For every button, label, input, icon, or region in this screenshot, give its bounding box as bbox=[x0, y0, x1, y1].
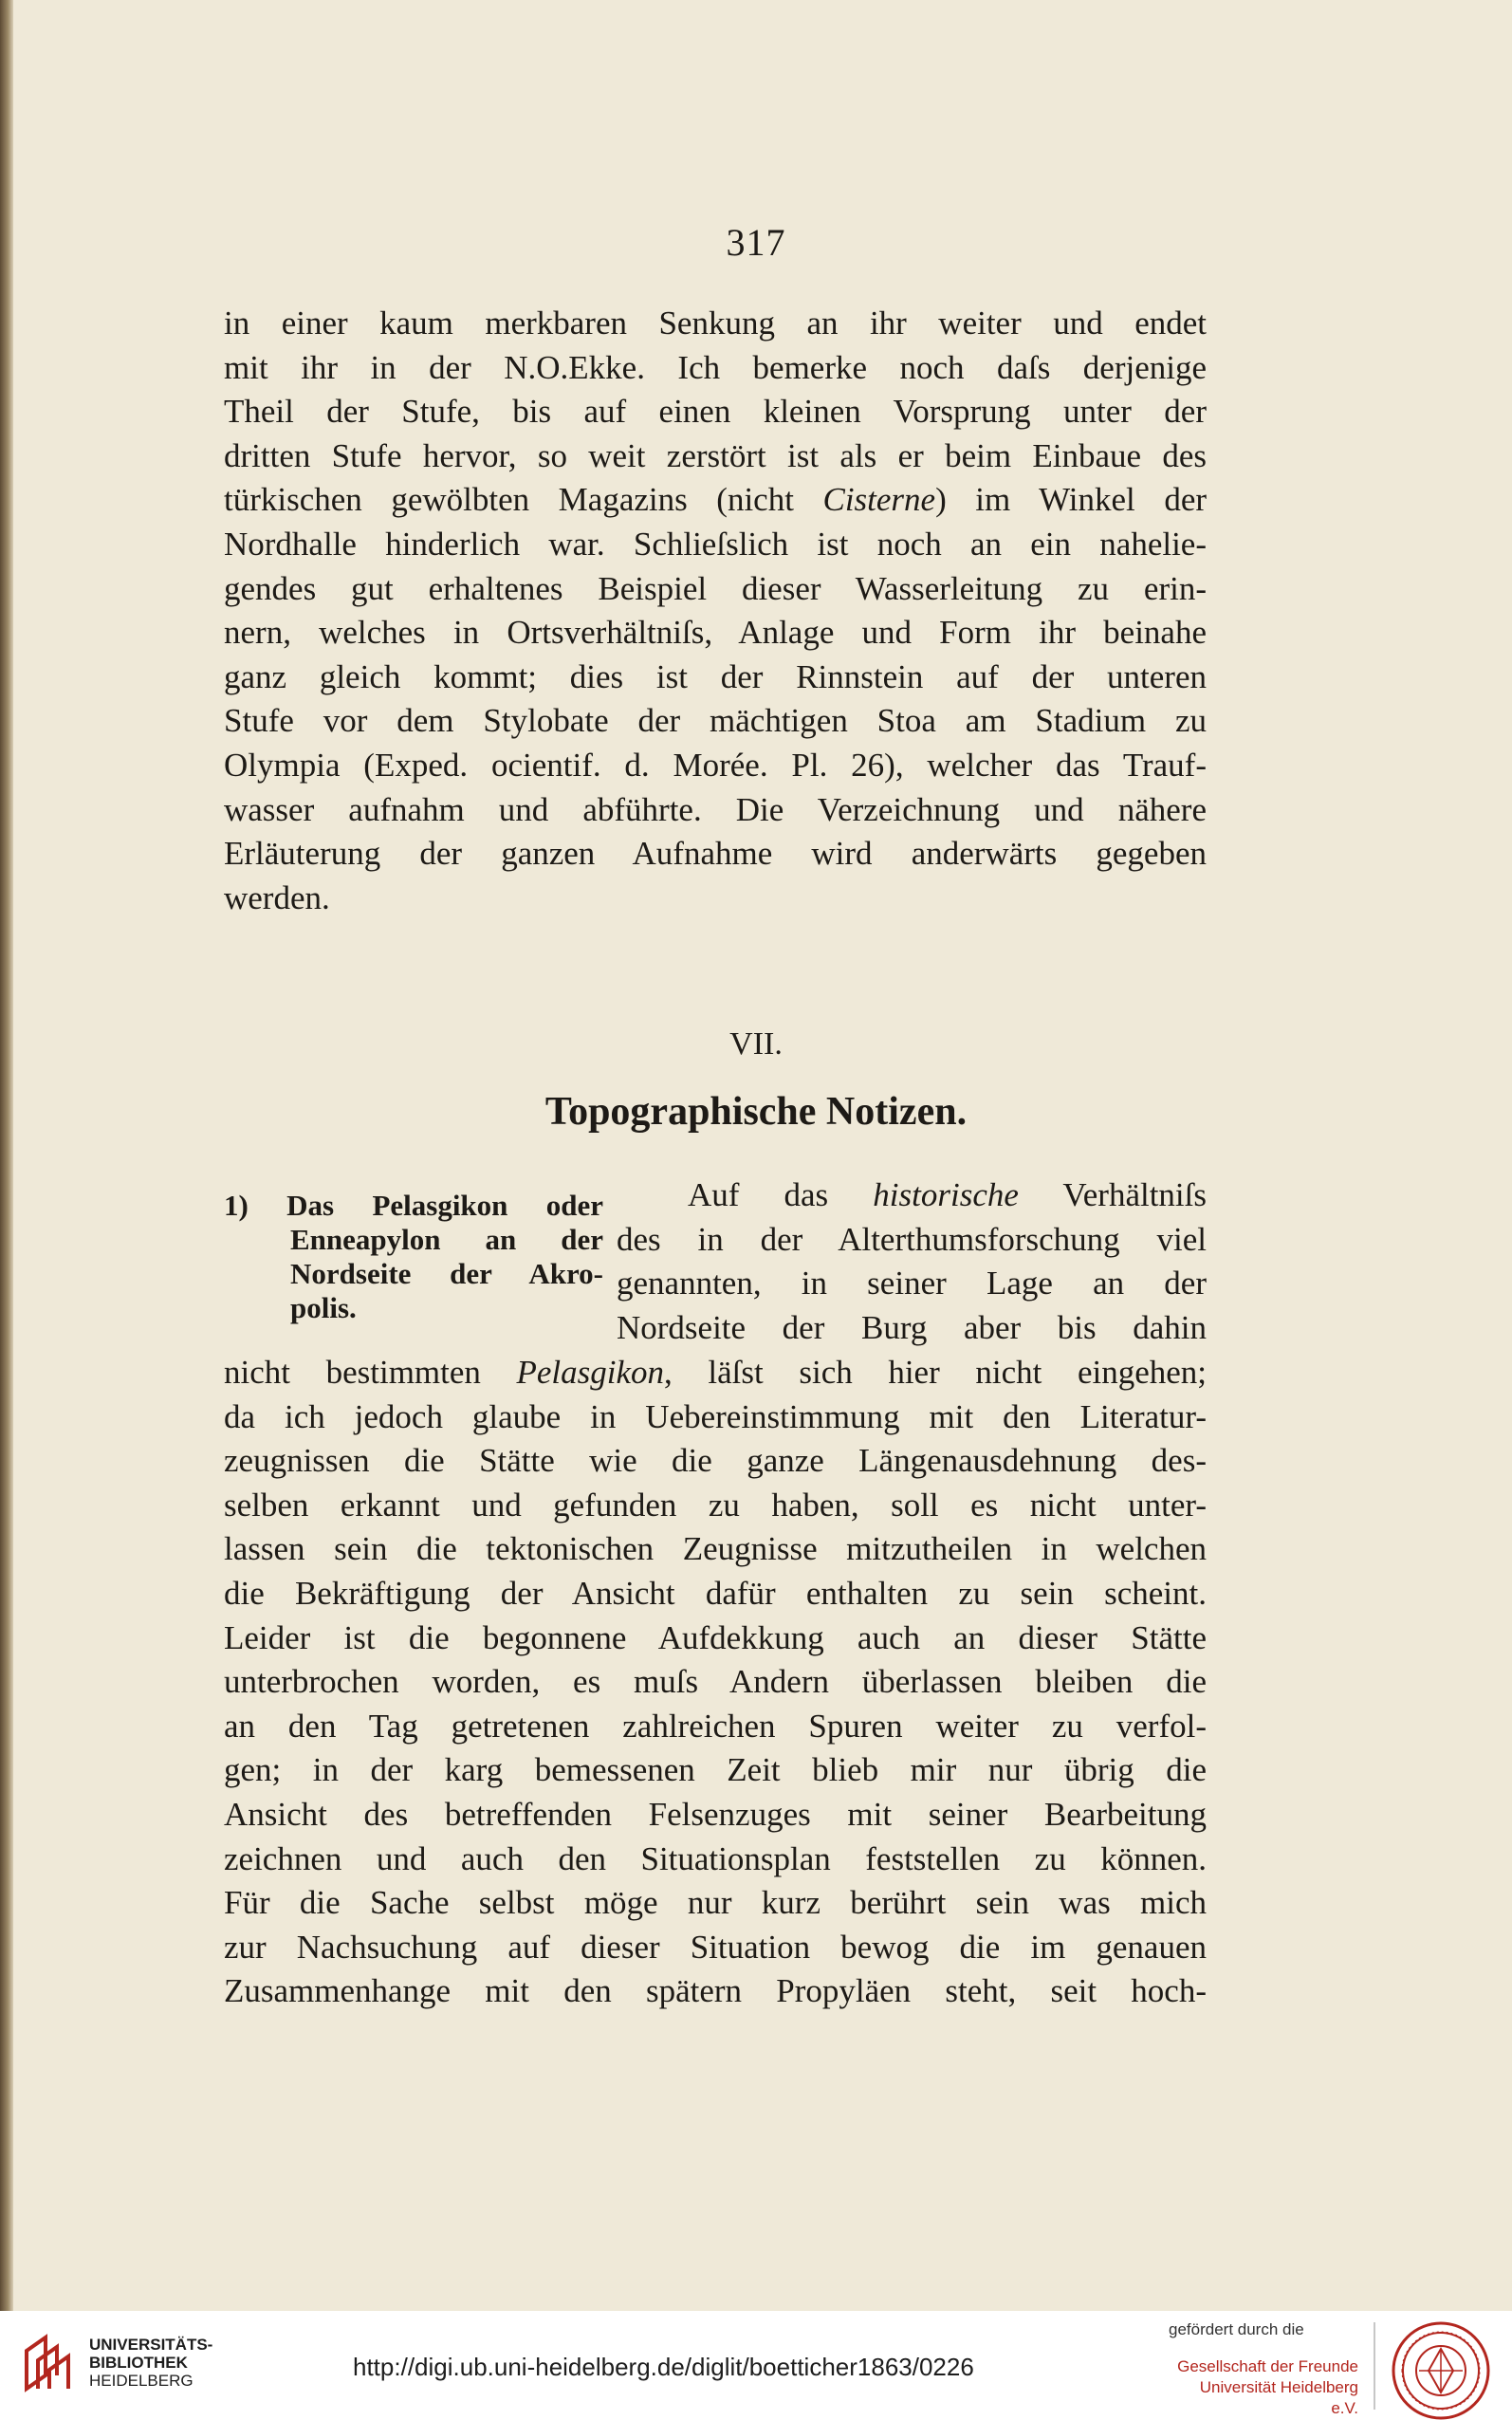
society-name[interactable] bbox=[1169, 2356, 1358, 2419]
section-title: Topographische Notizen. bbox=[544, 1090, 968, 1134]
text-line: werden. bbox=[224, 878, 330, 916]
binding-edge bbox=[0, 0, 13, 2311]
text-line: des in der Alterthumsforschung viel bbox=[617, 1220, 1207, 1258]
text-line: Für die Sache selbst möge nur kurz berührt sein was mich bbox=[224, 1884, 1207, 1922]
text-line: unterbrochen worden, es muſs Andern überlassen bleiben die bbox=[224, 1663, 1207, 1701]
text-line: gen; in der karg bemessenen Zeit blieb mir nur übrig die bbox=[224, 1751, 1207, 1789]
text-line: zeichnen und auch den Situationsplan feststellen zu können. bbox=[224, 1839, 1207, 1877]
text-line: zeugnissen die Stätte wie die ganze Längenausdehnung des- bbox=[224, 1442, 1207, 1480]
text-line: gendes gut erhaltenes Beispiel dieser Wasserleitung zu erin- bbox=[224, 569, 1207, 607]
society-name-line: Universität Heidelberg e.V. bbox=[1199, 2378, 1358, 2417]
text-line: Zusammenhange mit den spätern Propyläen steht, seit hoch- bbox=[224, 1972, 1207, 2010]
funded-by-label: gefördert durch die bbox=[1169, 2320, 1304, 2338]
text-fragment: nicht bestimmten bbox=[224, 1354, 517, 1391]
sidenote-heading bbox=[224, 1189, 603, 1325]
text-line: selben erkannt und gefunden zu haben, soll es nicht unter- bbox=[224, 1486, 1207, 1524]
sidenote-line: 1) Das Pelasgikon oder bbox=[224, 1189, 603, 1222]
text-line: nern, welches in Ortsverhältniſs, Anlage und Form ihr beinahe bbox=[224, 614, 1207, 652]
sidenote-line: Nordseite der Akro- bbox=[290, 1257, 603, 1290]
page-number: 317 bbox=[726, 221, 786, 264]
paragraph-2 bbox=[224, 1351, 1207, 2014]
text-fragment: Auf das bbox=[688, 1176, 874, 1213]
text-line: Ansicht des betreffenden Felsenzuges mit seiner Bearbeitung bbox=[224, 1795, 1207, 1833]
text-fragment: türkischen gewölbten Magazins (nicht bbox=[224, 481, 823, 519]
text-line: mit ihr in der N.O.Ekke. Ich bemerke noch daſs derjenige bbox=[224, 348, 1207, 386]
section-number: VII. bbox=[729, 1026, 783, 1062]
text-line bbox=[617, 1173, 1207, 1218]
text-fragment: ) im Winkel der bbox=[935, 481, 1208, 519]
permalink-url[interactable]: http://digi.ub.uni-heidelberg.de/diglit/boetticher1863/0226 bbox=[353, 2353, 974, 2381]
footer-divider bbox=[1374, 2322, 1375, 2410]
text-line: Nordseite der Burg aber bis dahin bbox=[617, 1308, 1207, 1346]
sidenote-line: polis. bbox=[290, 1291, 357, 1324]
text-line: in einer kaum merkbaren Senkung an ihr weiter und endet bbox=[224, 305, 1207, 342]
text-line: genannten, in seiner Lage an der bbox=[617, 1265, 1207, 1302]
text-line: an den Tag getretenen zahlreichen Spuren weiter zu verfol- bbox=[224, 1707, 1207, 1745]
text-line: Erläuterung der ganzen Aufnahme wird anderwärts gegeben bbox=[224, 835, 1207, 873]
library-name bbox=[89, 2336, 212, 2390]
text-line: ganz gleich kommt; dies ist der Rinnstein auf der unteren bbox=[224, 657, 1207, 695]
sidenote-line: Enneapylon an der bbox=[290, 1223, 603, 1256]
wrapped-paragraph bbox=[617, 1173, 1207, 1350]
text-fragment: , läſst sich hier nicht eingehen; bbox=[664, 1354, 1207, 1391]
text-fragment: Verhältniſs bbox=[1018, 1176, 1207, 1213]
footer-bar bbox=[0, 2311, 1512, 2420]
italic-term: Pelasgikon bbox=[516, 1354, 665, 1391]
text-line bbox=[224, 1351, 1207, 1395]
library-name-line: HEIDELBERG bbox=[89, 2372, 194, 2390]
text-line: da ich jedoch glaube in Uebereinstimmung mit den Literatur- bbox=[224, 1397, 1207, 1435]
library-name-line: BIBLIOTHEK bbox=[89, 2354, 188, 2372]
text-line: die Bekräftigung der Ansicht dafür enthalten zu sein scheint. bbox=[224, 1574, 1207, 1612]
text-line: Nordhalle hinderlich war. Schlieſslich ist noch an ein nahelie- bbox=[224, 525, 1207, 563]
paragraph-1 bbox=[224, 302, 1207, 920]
university-seal-icon bbox=[1391, 2320, 1491, 2420]
society-name-line: Gesellschaft der Freunde bbox=[1177, 2357, 1358, 2375]
text-line: Theil der Stufe, bis auf einen kleinen Vorsprung unter der bbox=[224, 393, 1207, 431]
ub-heidelberg-logo-icon[interactable] bbox=[21, 2332, 83, 2394]
text-line: dritten Stufe hervor, so weit zerstört ist als er beim Einbaue des bbox=[224, 436, 1207, 474]
text-line: Stufe vor dem Stylobate der mächtigen Stoa am Stadium zu bbox=[224, 702, 1207, 740]
text-line: lassen sein die tektonischen Zeugnisse mitzutheilen in welchen bbox=[224, 1530, 1207, 1568]
text-line: zur Nachsuchung auf dieser Situation bewog die im genauen bbox=[224, 1928, 1207, 1966]
italic-term: historische bbox=[873, 1176, 1019, 1213]
text-line: Olympia (Exped. ocientif. d. Morée. Pl. 26), welcher das Trauf- bbox=[224, 746, 1207, 784]
italic-term: Cisterne bbox=[822, 481, 936, 519]
text-line: wasser aufnahm und abführte. Die Verzeichnung und nähere bbox=[224, 790, 1207, 828]
library-name-line: UNIVERSITÄTS- bbox=[89, 2336, 213, 2354]
text-line: Leider ist die begonnene Aufdekkung auch an dieser Stätte bbox=[224, 1618, 1207, 1656]
text-line bbox=[224, 478, 1207, 523]
